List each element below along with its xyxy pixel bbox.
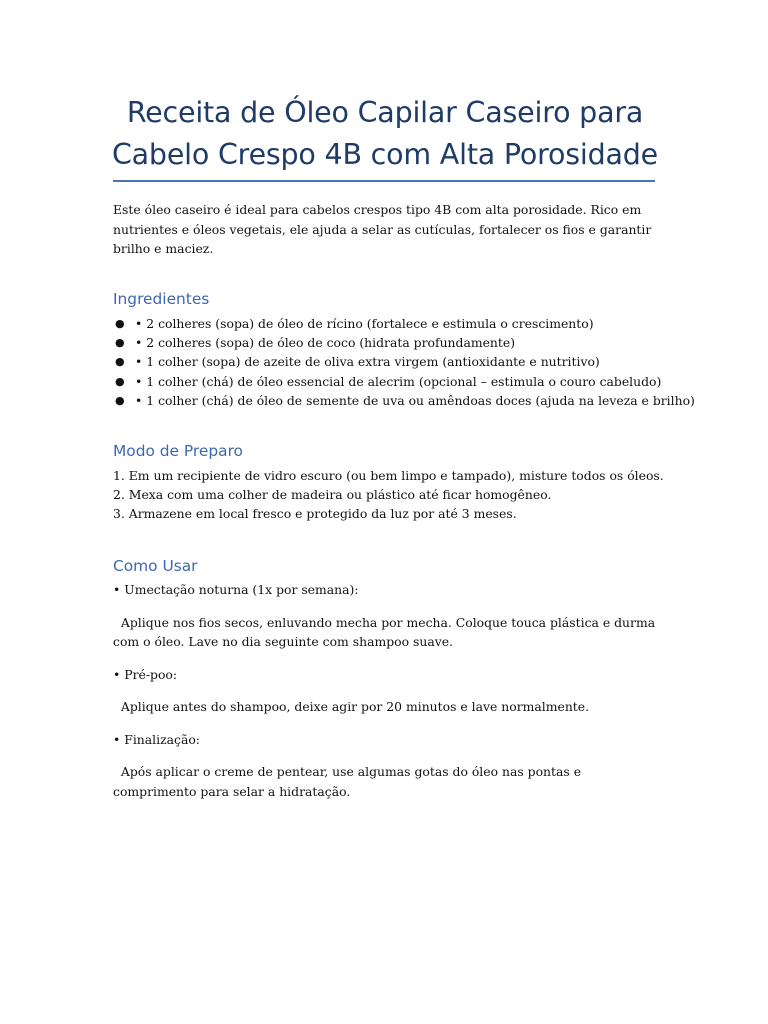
ingredient-text: • 2 colheres (sopa) de óleo de rícino (fortalece e estimula o crescimento) [135,316,594,331]
bullet-icon: ● [115,355,125,369]
usage-label-prepoo: • Pré-poo: [113,666,178,682]
usage-text-prepoo: Aplique antes do shampoo, deixe agir por 20 minutos e lave normalmente. [113,699,590,714]
bullet-icon: ● [115,317,125,330]
list-item: 3. Armazene em local fresco e protegido da luz por até 3 meses. [113,506,517,522]
preparation-heading: Modo de Preparo [113,442,243,460]
document-title [100,92,670,176]
list-item [113,314,673,333]
usage-text-finalizacao: Após aplicar o creme de pentear, use algumas gotas do óleo nas pontas e comprimento para selar a hidratação. [113,764,585,799]
bullet-icon: ● [115,393,125,407]
ingredient-text: • 1 colher (sopa) de azeite de oliva extra virgem (antioxidante e nutritivo) [135,354,600,370]
list-item: 1. Em um recipiente de vidro escuro (ou bem limpo e tampado), misture todos os óleos. [113,468,664,483]
title-line-2: Cabelo Crespo 4B com Alta Porosidade [111,138,659,171]
list-item [113,352,673,371]
intro-paragraph: Este óleo caseiro é ideal para cabelos crespos tipo 4B com alta porosidade. Rico em nutrientes e óleos vegetais, ele ajuda a selar as cutículas, fortalecer os fios e garantir brilho e maciez. [113,202,652,256]
usage-label-umectacao: • Umectação noturna (1x por semana): [113,582,359,597]
ingredients-heading: Ingredientes [113,290,210,308]
list-item: 2. Mexa com uma colher de madeira ou plástico até ficar homogêneo. [113,487,552,503]
ingredient-text: • 2 colheres (sopa) de óleo de coco (hidrata profundamente) [135,335,516,351]
ingredient-text: • 1 colher (chá) de óleo essencial de alecrim (opcional – estimula o couro cabeludo) [135,373,662,389]
bullet-icon: ● [115,336,125,350]
ingredients-list [113,314,695,410]
usage-heading: Como Usar [113,557,198,575]
title-underline-divider [113,180,655,182]
preparation-steps-list [113,466,673,524]
list-item [113,333,673,352]
usage-label-finalizacao: • Finalização: [113,731,200,747]
list-item [113,372,673,391]
title-line-1: Receita de Óleo Capilar Caseiro para [126,96,644,129]
bullet-icon: ● [115,374,125,388]
usage-text-umectacao: Aplique nos fios secos, enluvando mecha por mecha. Coloque touca plástica e durma com o óleo. Lave no dia seguinte com shampoo suave. [113,614,660,649]
usage-section [113,580,661,814]
list-item [113,391,695,410]
ingredient-text: • 1 colher (chá) de óleo de semente de uva ou amêndoas doces (ajuda na leveza e brilho) [135,392,695,408]
